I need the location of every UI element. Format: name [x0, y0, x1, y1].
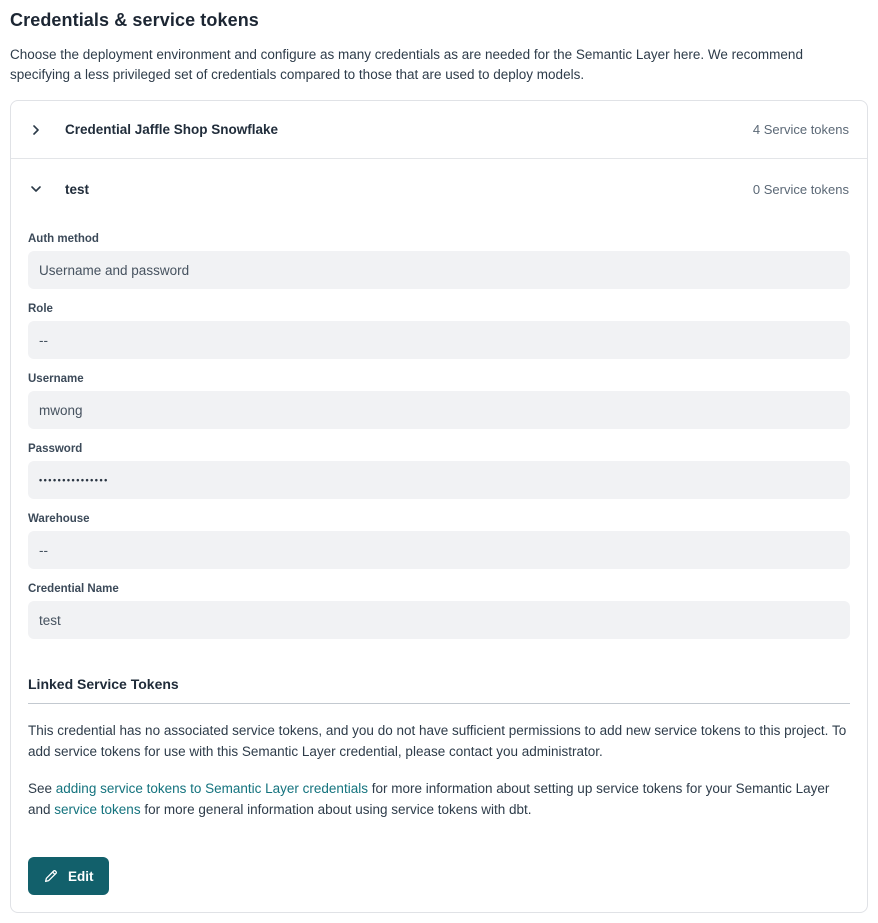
username-value: mwong — [28, 391, 850, 429]
service-token-count: 0 Service tokens — [752, 181, 849, 197]
form-field-username — [28, 373, 850, 429]
no-tokens-message: This credential has no associated service tokens, and you do not have sufficient permissions to add new service tokens to this project. To add service tokens for use with this Semantic Layer credential, please contact you administrator. — [28, 723, 847, 759]
linked-service-tokens-section — [28, 676, 850, 820]
credential-name-value: test — [28, 601, 850, 639]
section-divider — [28, 703, 850, 704]
credentials-card — [10, 100, 868, 913]
help-text-middle: for more information about setting up service tokens for your Semantic Layer and — [28, 781, 830, 817]
field-label: Role — [28, 303, 53, 315]
linked-service-tokens-heading: Linked Service Tokens — [28, 676, 179, 692]
credential-name: Credential Jaffle Shop Snowflake — [65, 122, 279, 137]
auth-method-value: Username and password — [28, 251, 850, 289]
help-text-prefix: See — [28, 781, 56, 796]
edit-button-label: Edit — [68, 868, 94, 884]
credential-row-left — [29, 122, 278, 137]
page-description: Choose the deployment environment and configure as many credentials as are needed for the Semantic Layer here. We recommend specifying a less privileged set of credentials compared to those that are used to deploy models. — [10, 47, 803, 82]
chevron-right-icon — [29, 124, 43, 136]
chevron-down-icon — [29, 183, 43, 195]
edit-button[interactable] — [28, 857, 109, 895]
field-label: Username — [28, 373, 84, 385]
role-value: -- — [28, 321, 850, 359]
field-label: Credential Name — [28, 583, 119, 595]
credential-details-panel — [11, 233, 867, 912]
form-field-auth-method — [28, 233, 850, 289]
form-field-password — [28, 443, 850, 499]
field-label: Auth method — [28, 233, 99, 245]
adding-service-tokens-link[interactable]: adding service tokens to Semantic Layer credentials — [55, 781, 368, 796]
page-title: Credentials & service tokens — [10, 10, 259, 30]
credential-row-jaffle-shop[interactable] — [11, 101, 867, 159]
form-field-role — [28, 303, 850, 359]
form-field-warehouse — [28, 513, 850, 569]
form-field-credential-name — [28, 583, 850, 639]
service-tokens-link[interactable]: service tokens — [54, 802, 141, 817]
warehouse-value: -- — [28, 531, 850, 569]
credential-row-left — [29, 182, 89, 197]
field-label: Password — [28, 443, 83, 455]
field-label: Warehouse — [28, 513, 90, 525]
tokens-help-text — [28, 778, 850, 820]
credential-name: test — [65, 181, 90, 197]
credential-row-test[interactable] — [11, 159, 867, 219]
password-value: ••••••••••••••• — [28, 461, 850, 499]
service-token-count: 4 Service tokens — [752, 122, 849, 137]
pencil-icon — [43, 868, 59, 884]
help-text-suffix: for more general information about using service tokens with dbt. — [140, 802, 532, 817]
